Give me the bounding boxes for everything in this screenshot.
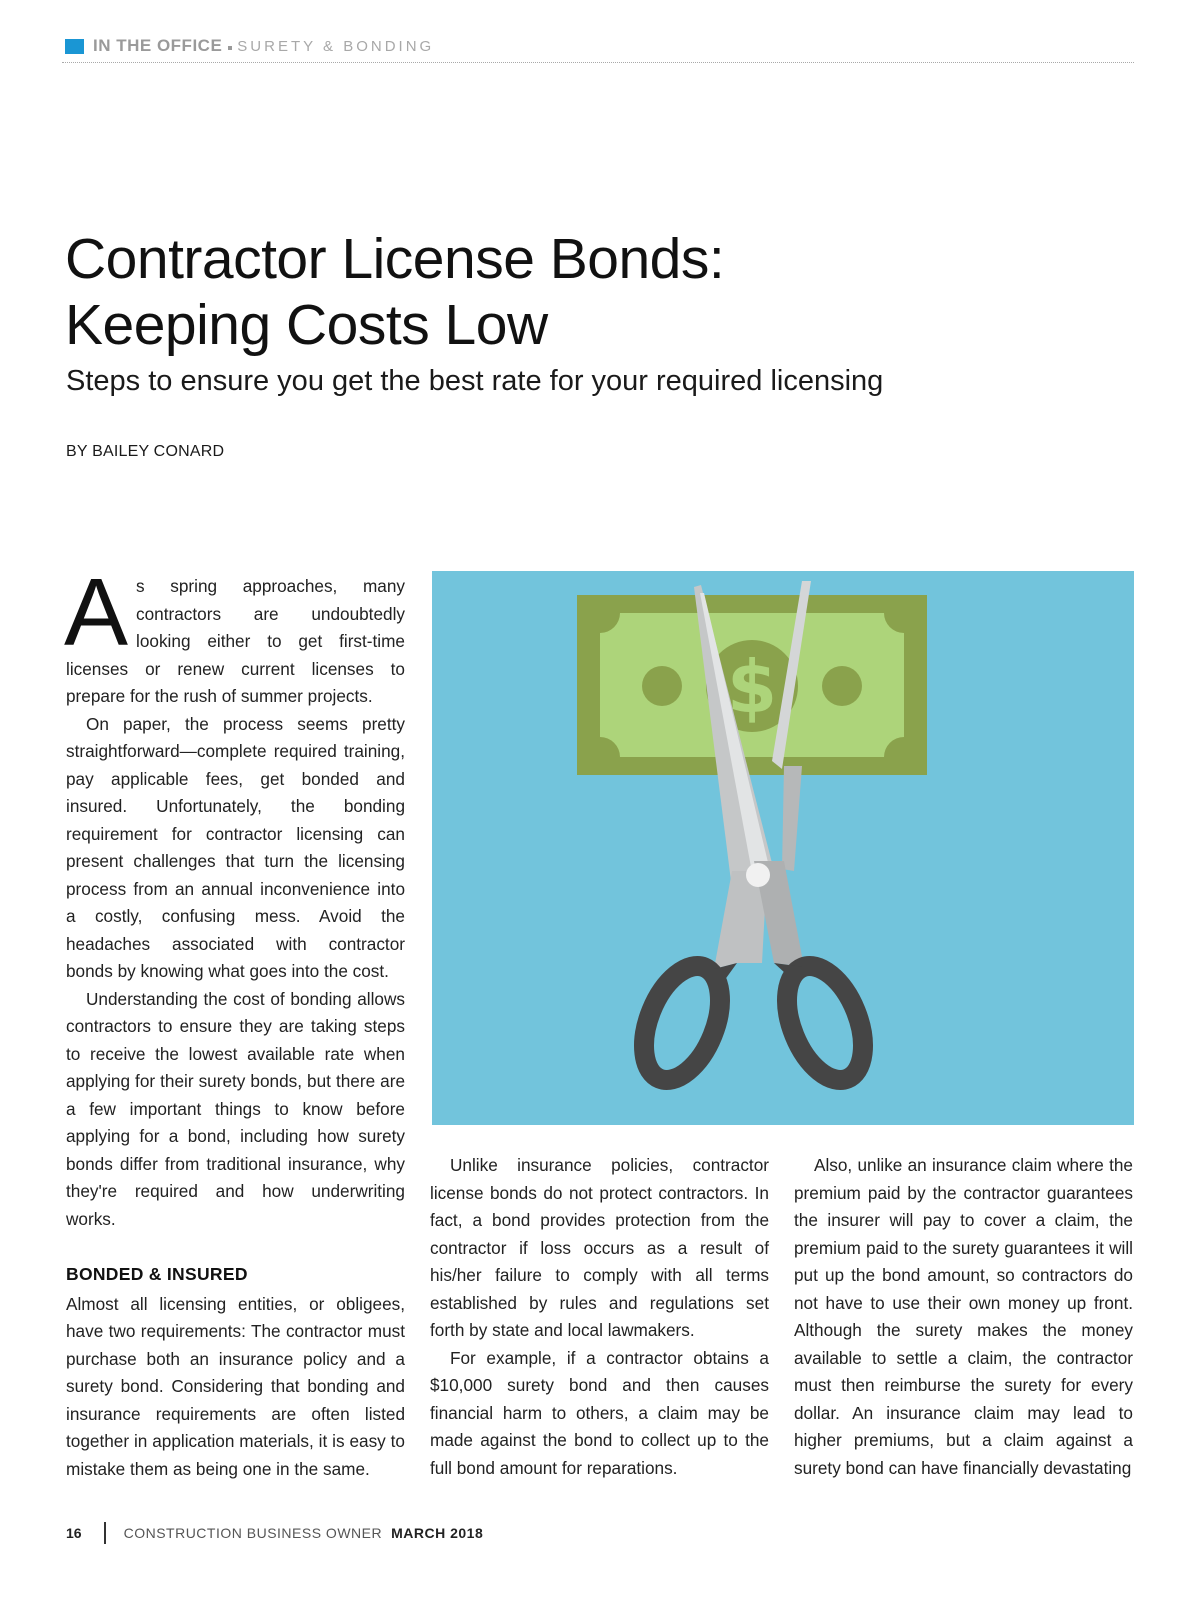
footer-divider [104, 1522, 106, 1544]
article-title [65, 226, 724, 358]
drop-cap: A [64, 559, 129, 666]
article-column-1 [64, 559, 405, 1483]
paragraph-5: Unlike insurance policies, contractor license bonds do not protect contractors. In fact, a bond provides protection from the contractor if loss occurs as a result of his/her failure to comply with all terms established by rules and regulations set forth by state and local lawmakers. [430, 1155, 769, 1340]
header-separator-dot [228, 46, 232, 50]
bill-right-dot [822, 666, 862, 706]
paragraph-2: On paper, the process seems pretty straightforward—complete required training, pay applicable fees, get bonded and insured. Unfortunately, the bonding requirement for contractor licensing can present challenges that turn the licensing process from an annual inconvenience into a costly, confusing mess. Avoid the headaches associated with contractor bonds by knowing what goes into the cost. [66, 713, 405, 981]
subsection-name: SURETY & BONDING [237, 37, 435, 55]
publication-name: CONSTRUCTION BUSINESS OWNER [123, 1525, 383, 1541]
section-name: IN THE OFFICE [93, 36, 223, 55]
title-line-2: Keeping Costs Low [65, 293, 548, 357]
paragraph-4: Almost all licensing entities, or obligees, have two requirements: The contractor must purchase both an insurance policy and a surety bond. Considering that bonding and insurance requirements are often listed together in application materials, it is easy to mistake them as being one in the same. [66, 1293, 405, 1479]
dollar-sign-glyph: $ [726, 645, 778, 729]
illustration-graphic [432, 571, 1134, 1125]
back-blade [782, 766, 802, 871]
paragraph-6: For example, if a contractor obtains a $10,000 surety bond and then causes financial harm to others, a claim may be made against the bond to collect up to the full bond amount for reparations. [430, 1347, 769, 1478]
pivot-screw [746, 863, 770, 887]
paragraph-3: Understanding the cost of bonding allows contractors to ensure they are taking steps to receive the lowest available rate when applying for their surety bonds, but there are a few important things to know before applying for a bond, including how surety bonds differ from traditional insurance, why they're required and how underwriting works. [66, 988, 405, 1229]
intro-paragraph [64, 559, 405, 711]
page-footer [66, 1522, 483, 1544]
dollar-bill [577, 595, 927, 775]
left-finger-handle [629, 955, 735, 1091]
article-subtitle: Steps to ensure you get the best rate for your required licensing [66, 365, 884, 397]
paragraph-1-text: s spring approaches, many contractors are undoubtedly looking either to get first-time licenses or renew current licenses to prepare for the rush of summer projects. [66, 576, 405, 706]
section-header [65, 36, 434, 56]
issue-date: MARCH 2018 [391, 1525, 484, 1541]
section-marker-square [65, 39, 84, 54]
article-column-2 [430, 1152, 769, 1482]
title-line-1: Contractor License Bonds: [65, 227, 725, 291]
section-heading: BONDED & INSURED [66, 1264, 248, 1284]
scissors-cutting-money-illustration [432, 571, 1134, 1125]
article-column-3 [794, 1152, 1133, 1482]
paragraph-7: Also, unlike an insurance claim where the premium paid by the contractor guarantees the insurer will pay to cover a claim, the premium paid to the surety guarantees it will put up the bond amount, so contractors do not have to use their own money up front. Although the surety makes the money available to settle a claim, the contractor must then reimburse the surety for every dollar. An insurance claim may lead to higher premiums, but a claim against a surety bond can have financially devastating [794, 1155, 1133, 1478]
page-number: 16 [66, 1525, 82, 1541]
header-rule [62, 62, 1134, 63]
byline: BY BAILEY CONARD [66, 443, 225, 460]
bill-left-dot [642, 666, 682, 706]
